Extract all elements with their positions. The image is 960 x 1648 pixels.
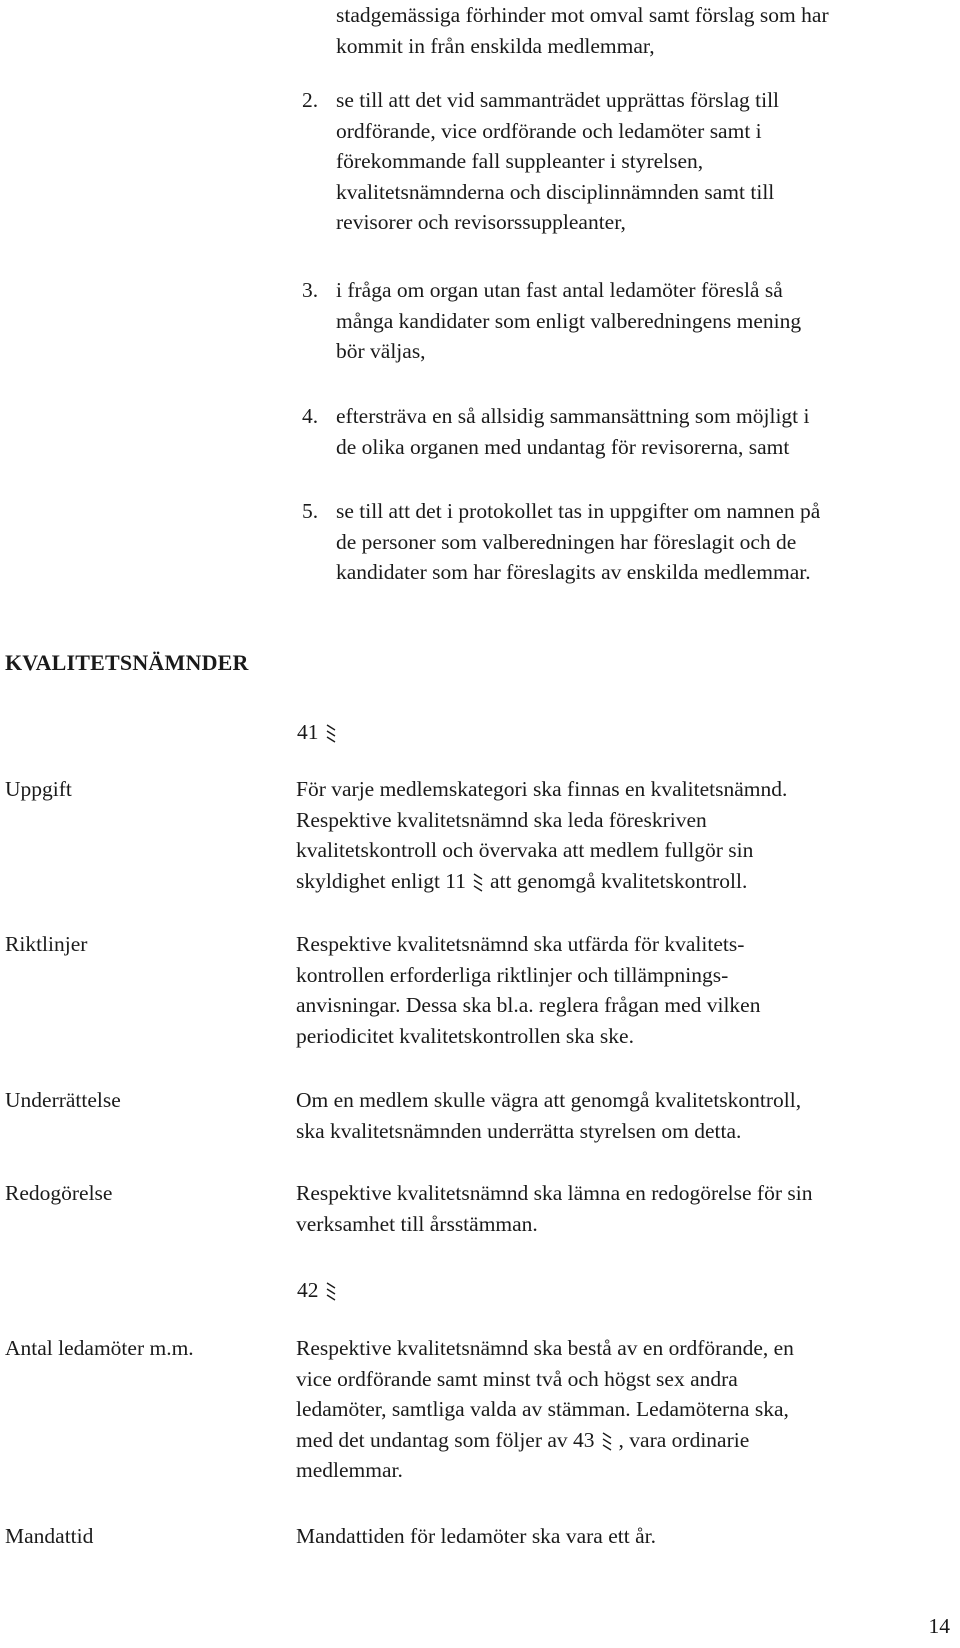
text-line: verksamhet till årsstämman. — [296, 1211, 538, 1236]
page-number: 14 — [928, 1614, 950, 1638]
text-line: de olika organen med undantag för revisorerna, samt — [336, 434, 790, 459]
text-line: i fråga om organ utan fast antal ledamöter föreslå så — [336, 278, 783, 302]
list-number: 3. — [302, 278, 319, 302]
list-item — [336, 85, 936, 238]
row-text-riktlinjer — [296, 929, 946, 1051]
section-sign-icon — [325, 721, 337, 745]
text-line: revisorer och revisorssuppleanter, — [336, 210, 626, 234]
row-text-uppgift — [296, 774, 946, 896]
text-line: Respektive kvalitetsnämnd ska lämna en redogörelse för sin — [296, 1181, 813, 1205]
section-number-42 — [297, 1275, 337, 1305]
text-line: se till att det i protokollet tas in uppgifter om namnen på — [336, 499, 821, 523]
list-number: 2. — [302, 88, 319, 112]
text-line: För varje medlemskategori ska finnas en kvalitetsnämnd. — [296, 777, 788, 801]
text-fragment: att genomgå kvalitetskontroll. — [490, 868, 748, 893]
row-label-riktlinjer: Riktlinjer — [5, 932, 88, 956]
text-line: anvisningar. Dessa ska bl.a. reglera frågan med vilken — [296, 993, 761, 1017]
text-line: kandidater som har föreslagits av enskilda medlemmar. — [336, 560, 811, 584]
row-text-underrattelse — [296, 1085, 946, 1146]
row-label-antal-ledamoter: Antal ledamöter m.m. — [5, 1336, 194, 1360]
text-line: ordförande, vice ordförande och ledamöter samt i — [336, 118, 762, 143]
text-line: periodicitet kvalitetskontrollen ska ske. — [296, 1023, 634, 1048]
text-fragment: , vara ordinarie — [618, 1427, 750, 1452]
row-text-mandattid — [296, 1521, 946, 1552]
text-line: kvalitetsnämnderna och disciplinnämnden samt till — [336, 179, 775, 204]
row-label-underrattelse: Underrättelse — [5, 1088, 121, 1112]
text-line: Om en medlem skulle vägra att genomgå kvalitetskontroll, — [296, 1088, 802, 1112]
list-item — [336, 496, 936, 588]
text-line: kontrollen erforderliga riktlinjer och tillämpnings- — [296, 962, 729, 987]
section-sign-icon — [472, 870, 484, 894]
text-line: medlemmar. — [296, 1458, 403, 1482]
row-text-antal-ledamoter — [296, 1333, 946, 1486]
list-number: 4. — [302, 404, 319, 428]
text-line: förekommande fall suppleanter i styrelsen, — [336, 149, 704, 173]
text-line: kommit in från enskilda medlemmar, — [336, 33, 655, 58]
section-heading: KVALITETSNÄMNDER — [5, 650, 249, 675]
text-line: bör väljas, — [336, 339, 426, 363]
text-line: vice ordförande samt minst två och högst sex andra — [296, 1366, 738, 1391]
text-line — [296, 866, 946, 897]
text-fragment: skyldighet enligt 11 — [296, 868, 466, 893]
text-line: Respektive kvalitetsnämnd ska bestå av en ordförande, en — [296, 1336, 794, 1360]
intro-paragraph — [336, 0, 936, 61]
row-label-mandattid: Mandattid — [5, 1524, 94, 1548]
row-text-redogorelse — [296, 1178, 946, 1239]
section-sign-icon — [325, 1279, 337, 1303]
text-line: Respektive kvalitetsnämnd ska utfärda för kvalitets- — [296, 932, 745, 956]
section-number-41 — [297, 717, 337, 747]
list-item — [336, 275, 936, 367]
section-number-text: 41 — [297, 720, 319, 744]
list-number: 5. — [302, 499, 319, 523]
text-line: ledamöter, samtliga valda av stämman. Ledamöterna ska, — [296, 1397, 789, 1421]
text-line: Respektive kvalitetsnämnd ska leda föreskriven — [296, 807, 707, 832]
row-label-uppgift: Uppgift — [5, 777, 72, 801]
text-line: Mandattiden för ledamöter ska vara ett år. — [296, 1524, 656, 1548]
text-line: se till att det vid sammanträdet upprättas förslag till — [336, 88, 780, 112]
text-line — [296, 1425, 946, 1456]
row-label-redogorelse: Redogörelse — [5, 1181, 113, 1205]
text-line: kvalitetskontroll och övervaka att medlem fullgör sin — [296, 838, 754, 862]
text-line: eftersträva en så allsidig sammansättning som möjligt i — [336, 404, 810, 428]
text-line: ska kvalitetsnämnden underrätta styrelsen om detta. — [296, 1118, 742, 1143]
text-fragment: med det undantag som följer av 43 — [296, 1427, 595, 1452]
text-line: stadgemässiga förhinder mot omval samt förslag som har — [336, 3, 829, 27]
text-line: de personer som valberedningen har föreslagit och de — [336, 529, 797, 554]
section-sign-icon — [601, 1429, 613, 1453]
text-line: många kandidater som enligt valberedningens mening — [336, 308, 802, 333]
list-item — [336, 401, 936, 462]
section-number-text: 42 — [297, 1278, 319, 1302]
